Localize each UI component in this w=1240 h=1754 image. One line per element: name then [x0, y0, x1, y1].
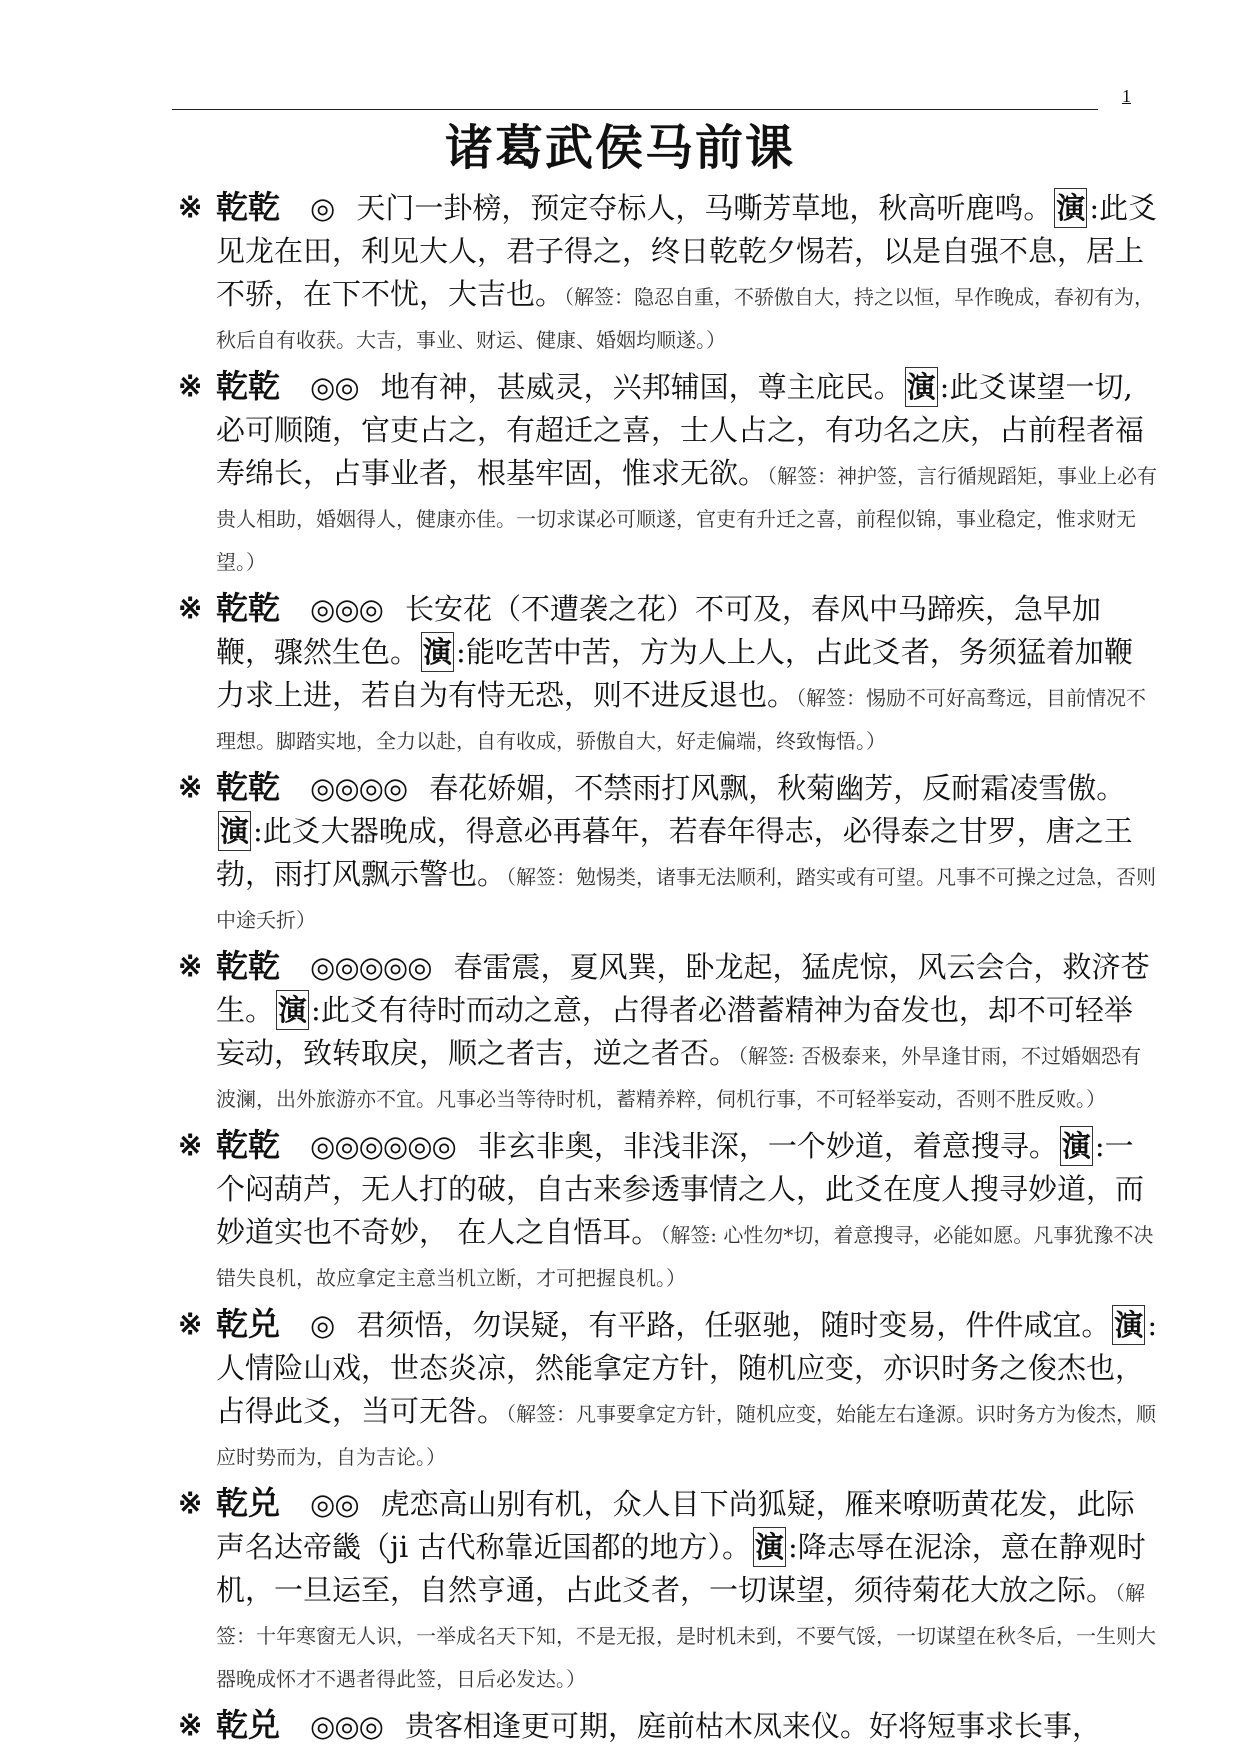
- entry-note: （解签：十年寒窗无人识，一举成名天下知，不是无报，是时机未到，不要气馁，一切谋望在秋冬后，一生则大器晚成怀才不遇者得此签，日后必发达。）: [216, 1581, 1156, 1691]
- entry-gua: 乾兑: [216, 1484, 281, 1522]
- yan-label: 演: [421, 632, 454, 672]
- page-title: 诸葛武侯马前课: [444, 120, 795, 176]
- entry-list: [178, 186, 1158, 1754]
- entry-gua: 乾乾: [216, 947, 281, 985]
- entry-yan-text: 人情险山戏，世态炎凉，然能拿定方针，随机应变，亦识时务之俊杰也，占得此爻，当可无咎。: [216, 1351, 1145, 1428]
- fortune-entry: [178, 1704, 1158, 1748]
- entry-yan-text: 能吃苦中苦，方为人上人，占此爻者，务须猛着加鞭力求上进，若自为有恃无恐，则不进反退也。: [216, 635, 1133, 712]
- entry-verse: 春花娇媚，不禁雨打风飘，秋菊幽芳，反耐霜凌雪傲。: [429, 771, 1126, 805]
- fortune-entry: ※ 乾兑 ◎◎ 虎恋高山别有机，众人目下尚狐疑，雁来嘹呖黄花发，此际声名达帝畿（ji 古代称靠近国都的地方）。 演 :降志辱在泥涂，意在静观时机，一旦运至，自然亨通，占此爻者，一切谋望，须待菊花大放之际。（解签：十年寒窗无人识，一举成名天下知，不是无报，是时机未到，不要气馁，一切谋望在秋冬后，一生则大器晚成怀才不遇者得此签，日后必发达。）: [178, 1484, 1156, 1691]
- entry-gua: 乾乾: [216, 589, 281, 627]
- entry-gua: 乾兑: [216, 1305, 281, 1343]
- yan-label: 演: [276, 990, 309, 1030]
- entry-verse: 非玄非奥，非浅非深，一个妙道，着意搜寻。: [477, 1129, 1058, 1163]
- entry-verse: 地有神，甚威灵，兴邦辅国，尊主庇民。: [380, 370, 903, 404]
- page-number: 1: [1122, 86, 1131, 106]
- entry-note: （解签：惕励不可好高骛远，目前情况不理想。脚踏实地，全力以赴，自有收成，骄傲自大，好走偏端，终致悔悟。）: [216, 686, 1147, 753]
- entry-yan-text: 一个闷葫芦，无人打的破，自古来参透事情之人，此爻在度人搜寻妙道，而妙道实也不奇妙， 在人之自悟耳。: [216, 1129, 1145, 1249]
- entry-verse: 春雷震，夏风巽，卧龙起，猛虎惊，风云会合，救济苍生。: [216, 950, 1150, 1027]
- entry-note: （解签：隐忍自重，不骄傲自大，持之以恒，早作晚成，春初有为，秋后自有收获。大吉，事业、财运、健康、婚姻均顺遂。）: [216, 285, 1155, 352]
- reference-mark: ※: [178, 1708, 203, 1742]
- entry-verse: 虎恋高山别有机，众人目下尚狐疑，雁来嘹呖黄花发，此际声名达帝畿（ji 古代称靠近国都的地方）。: [216, 1487, 1135, 1564]
- reference-mark: ※: [178, 190, 203, 224]
- header-rule: [172, 109, 1098, 110]
- reference-mark: ※: [178, 591, 203, 625]
- yan-label: 演: [1112, 1305, 1145, 1345]
- entry-circles: ◎◎◎◎◎◎: [310, 1129, 456, 1163]
- entry-note: （解签：勉惕类，诸事无法顺利，踏实或有可望。凡事不可操之过急，否则中途夭折）: [216, 865, 1157, 932]
- entry-yan-text: 此爻大器晚成，得意必再暮年，若春年得志，必得泰之甘罗，唐之王勃，雨打风飘示警也。: [216, 814, 1133, 891]
- entry-verse: 君须悟，勿误疑，有平路，任驱驰，随时变易，件件咸宜。: [356, 1308, 1111, 1342]
- entry-circles: ◎◎◎◎◎: [310, 950, 432, 984]
- entry-circles: ◎: [310, 1308, 335, 1342]
- entry-gua: 乾乾: [216, 188, 281, 226]
- entry-gua: 乾乾: [216, 768, 281, 806]
- entry-circles: ◎◎◎: [310, 1709, 383, 1743]
- entry-yan-text: 此爻有待时而动之意，占得者必潜蓄精神为奋发也，却不可轻举妄动，致转取戾，顺之者吉，逆之者否。: [216, 993, 1133, 1070]
- entry-circles: ◎◎: [310, 1487, 359, 1521]
- entry-gua: 乾兑: [216, 1706, 281, 1744]
- entry-circles: ◎: [310, 191, 335, 225]
- yan-label: 演: [905, 367, 938, 407]
- entry-note: （解签：凡事要拿定方针，随机应变，始能左右逢源。识时务方为俊杰，顺应时势而为，自为吉论。）: [216, 1402, 1157, 1469]
- fortune-entry: ※ 乾乾 ◎◎◎◎◎ 春雷震，夏风巽，卧龙起，猛虎惊，风云会合，救济苍生。 演 :此爻有待时而动之意，占得者必潜蓄精神为奋发也，却不可轻举妄动，致转取戾，顺之者吉，逆之者否。（解签: 否极泰来，外旱逢甘雨，不过婚姻恐有波澜，出外旅游亦不宜。凡事必当等待时机，蓄精养粹，伺机行事，不可轻举妄动，否则不胜反败。）: [178, 947, 1150, 1111]
- reference-mark: ※: [178, 1307, 203, 1341]
- entry-circles: ◎◎◎◎: [310, 771, 408, 805]
- entry-verse: 天门一卦榜，预定夺标人，马嘶芳草地，秋高听鹿鸣。: [356, 191, 1053, 225]
- entry-note: （解签：神护签，言行循规蹈矩，事业上必有贵人相助，婚姻得人，健康亦佳。一切求谋必可顺遂，官吏有升迁之喜，前程似锦，事业稳定，惟求财无望。）: [216, 464, 1158, 574]
- fortune-entry: ※ 乾乾 ◎◎◎◎◎◎ 非玄非奥，非浅非深，一个妙道，着意搜寻。 演 :一个闷葫芦，无人打的破，自古来参透事情之人，此爻在度人搜寻妙道，而妙道实也不奇妙， 在人之自悟耳。（解签: 心性勿*切，着意搜寻，必能如愿。凡事犹豫不决错失良机，故应拿定主意当机立断，才可把握良机。）: [178, 1126, 1154, 1290]
- reference-mark: ※: [178, 770, 203, 804]
- reference-mark: ※: [178, 369, 203, 403]
- yan-label: 演: [1060, 1126, 1093, 1166]
- entry-circles: ◎◎: [310, 370, 359, 404]
- fortune-entry: ※ 乾乾 ◎◎◎ 长安花（不遭袭之花）不可及，春风中马蹄疾，急早加鞭，骤然生色。 演 :能吃苦中苦，方为人上人，占此爻者，务须猛着加鞭力求上进，若自为有恃无恐，则不进反退也。（解签：惕励不可好高骛远，目前情况不理想。脚踏实地，全力以赴，自有收成，骄傲自大，好走偏端，终致悔悟。）: [178, 589, 1147, 753]
- reference-mark: ※: [178, 1486, 203, 1520]
- entry-note: （解签: 否极泰来，外旱逢甘雨，不过婚姻恐有波澜，出外旅游亦不宜。凡事必当等待时机，蓄精养粹，伺机行事，不可轻举妄动，否则不胜反败。）: [216, 1044, 1142, 1111]
- entry-note: （解签: 心性勿*切，着意搜寻，必能如愿。凡事犹豫不决错失良机，故应拿定主意当机立断，才可把握良机。）: [216, 1223, 1154, 1290]
- entry-circles: ◎◎◎: [310, 592, 383, 626]
- yan-label: 演: [1054, 188, 1087, 228]
- fortune-entry: ※ 乾乾 ◎◎ 地有神，甚威灵，兴邦辅国，尊主庇民。 演 :此爻谋望一切,必可顺随，官吏占之，有超迁之喜，士人占之，有功名之庆，占前程者福寿绵长，占事业者，根基牢固，惟求无欲。（解签：神护签，言行循规蹈矩，事业上必有贵人相助，婚姻得人，健康亦佳。一切求谋必可顺遂，官吏有升迁之喜，前程似锦，事业稳定，惟求财无望。）: [178, 367, 1158, 574]
- fortune-entry: ※ 乾乾 ◎ 天门一卦榜，预定夺标人，马嘶芳草地，秋高听鹿鸣。 演 :此爻见龙在田，利见大人，君子得之，终日乾乾夕惕若，以是自强不息，居上不骄，在下不忧，大吉也。（解签：隐忍自重，不骄傲自大，持之以恒，早作晚成，春初有为，秋后自有收获。大吉，事业、财运、健康、婚姻均顺遂。）: [178, 188, 1158, 352]
- entry-gua: 乾乾: [216, 1126, 281, 1164]
- entry-yan-text: 此爻谋望一切,必可顺随，官吏占之，有超迁之喜，士人占之，有功名之庆，占前程者福寿绵长，占事业者，根基牢固，惟求无欲。: [216, 370, 1145, 490]
- entry-gua: 乾乾: [216, 367, 281, 405]
- fortune-entry: ※ 乾乾 ◎◎◎◎ 春花娇媚，不禁雨打风飘，秋菊幽芳，反耐霜凌雪傲。演 :此爻大器晚成，得意必再暮年，若春年得志，必得泰之甘罗，唐之王勃，雨打风飘示警也。（解签：勉惕类，诸事无法顺利，踏实或有可望。凡事不可操之过急，否则中途夭折）: [178, 768, 1157, 932]
- entry-yan-text: 此爻见龙在田，利见大人，君子得之，终日乾乾夕惕若，以是自强不息，居上不骄，在下不忧，大吉也。: [216, 191, 1158, 311]
- entry-verse: 贵客相逢更可期，庭前枯木凤来仪。好将短事求长事，: [404, 1709, 1101, 1743]
- fortune-entry: ※ 乾兑 ◎ 君须悟，勿误疑，有平路，任驱驰，随时变易，件件咸宜。 演 :人情险山戏，世态炎凉，然能拿定方针，随机应变，亦识时务之俊杰也，占得此爻，当可无咎。（解签：凡事要拿定方针，随机应变，始能左右逢源。识时务方为俊杰，顺应时势而为，自为吉论。）: [178, 1305, 1158, 1469]
- entry-yan-text: 降志辱在泥涂，意在静观时机，一旦运至，自然亨通，占此爻者，一切谋望，须待菊花大放之际。: [216, 1530, 1146, 1607]
- yan-label: 演: [218, 811, 251, 851]
- reference-mark: ※: [178, 949, 203, 983]
- entry-verse: 长安花（不遭袭之花）不可及，春风中马蹄疾，急早加鞭，骤然生色。: [216, 592, 1101, 669]
- yan-label: 演: [753, 1527, 786, 1567]
- reference-mark: ※: [178, 1128, 203, 1162]
